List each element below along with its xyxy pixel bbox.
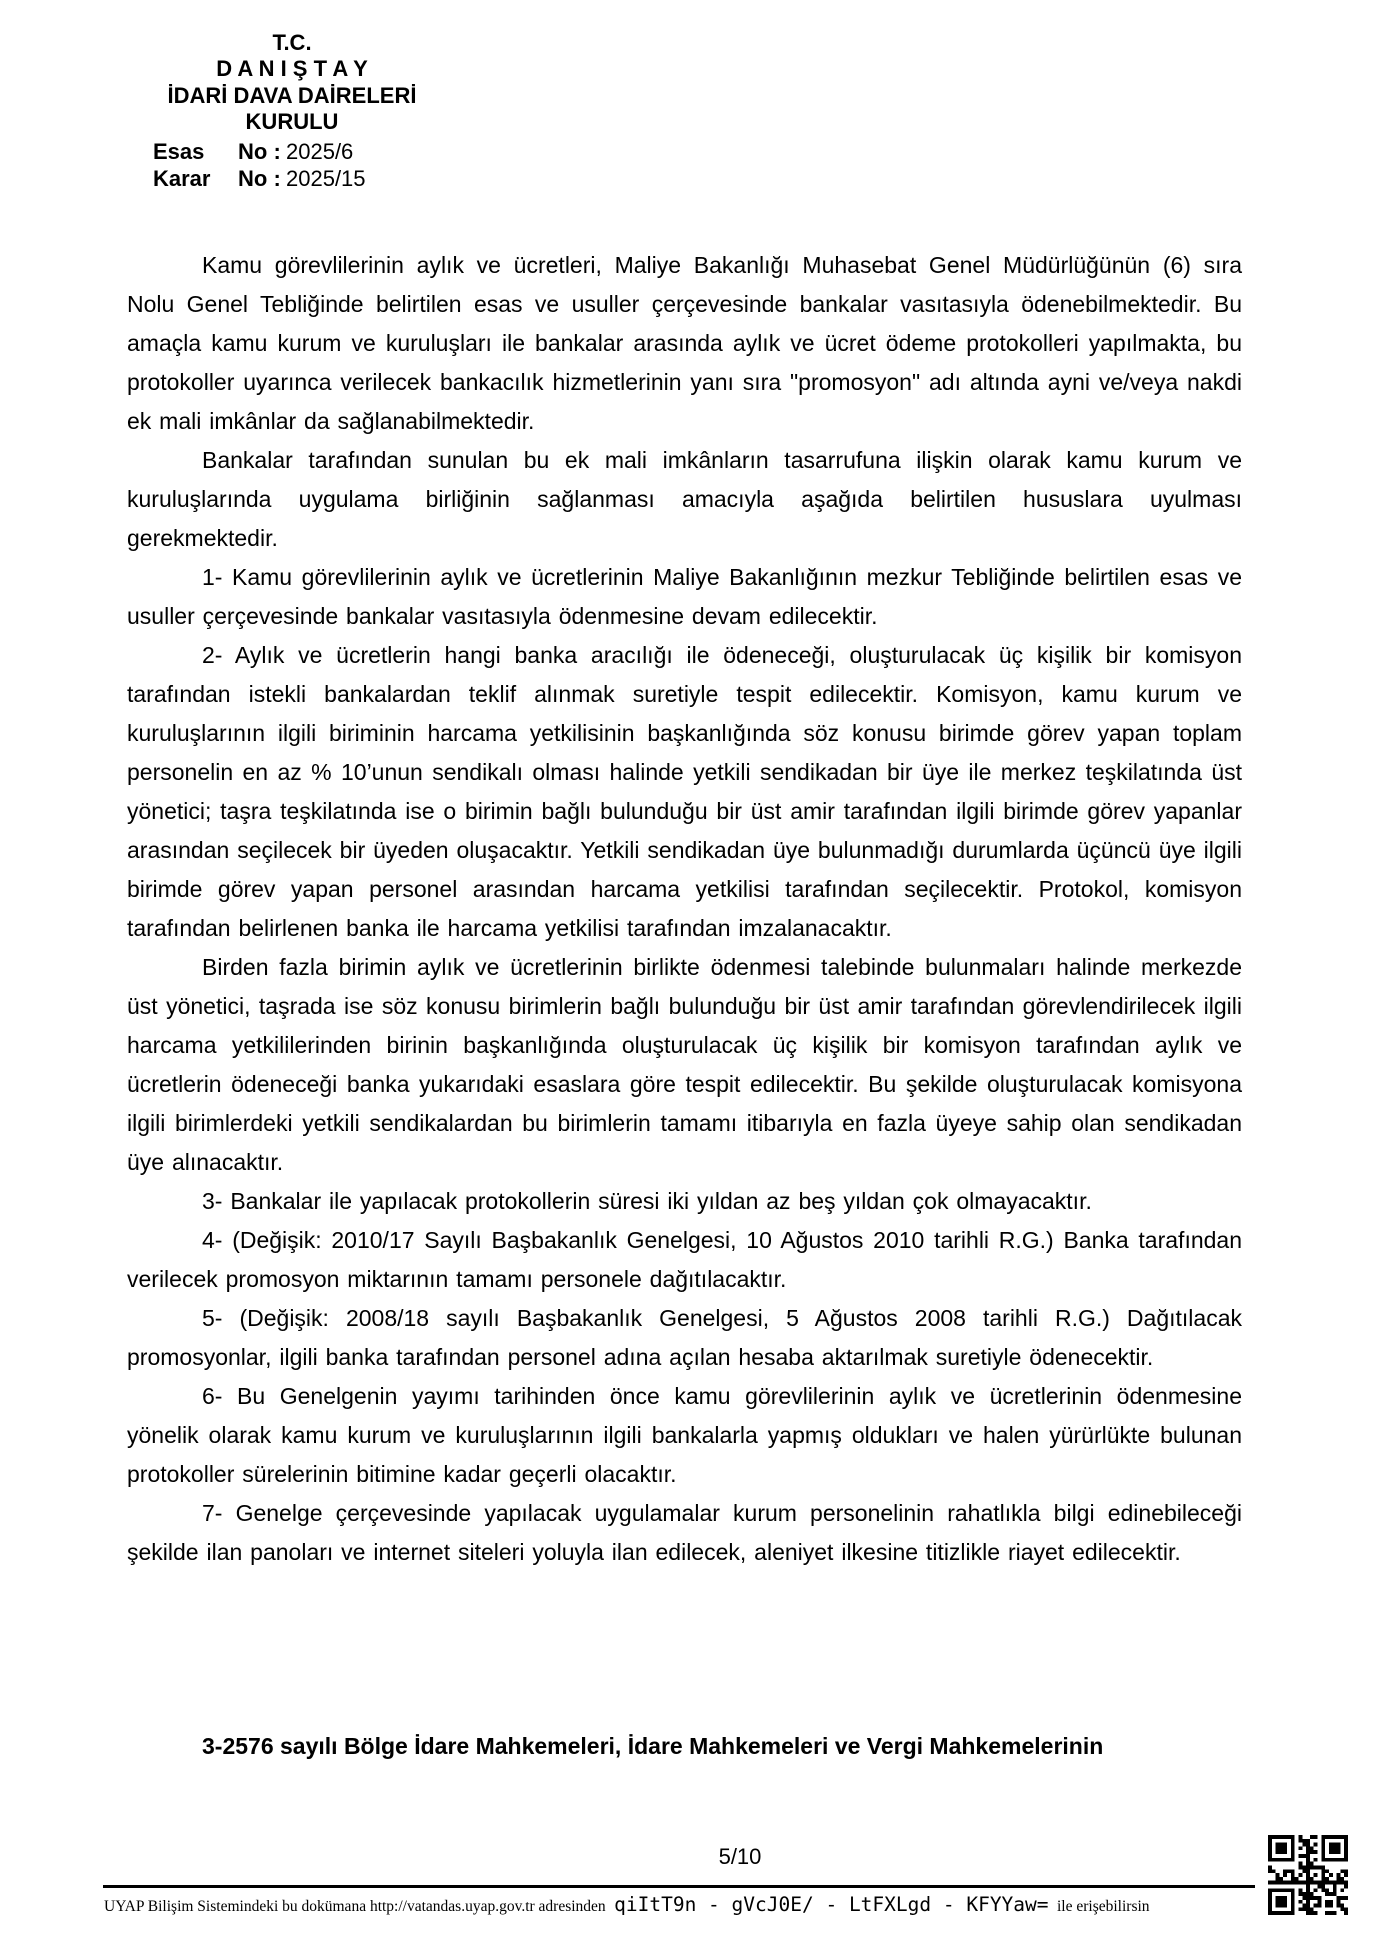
paragraph: 2- Aylık ve ücretlerin hangi banka aracılığı ile ödeneceği, oluşturulacak üç kişilik bir komisyon tarafından istekli bankalardan teklif alınmak suretiyle tespit edilecektir. Komisyon, kamu kurum ve kuruluşlarının ilgili biriminin harcama yetkilisinin başkanlığında söz konusu birimde görev yapan toplam personelin en az % 10’unun sendikalı olması halinde yetkili sendikadan bir üye ile merkez teşkilatında üst yönetici; taşra teşkilatında ise o birimin bağlı bulunduğu bir üst amir tarafından ilgili birimde görev yapanlar arasından seçilecek bir üyeden oluşacaktır. Yetkili sendikadan üye bulunmadığı durumlarda üçüncü üye ilgili birimde görev yapan personel arasından harcama yetkilisi tarafından seçilecektir. Protokol, komisyon tarafından belirlenen banka ile harcama yetkilisi tarafından imzalanacaktır. bbox=[127, 642, 1243, 941]
header-line-tc: T.C. bbox=[272, 30, 312, 55]
paragraph: 5- (Değişik: 2008/18 sayılı Başbakanlık Genelgesi, 5 Ağustos 2008 tarihli R.G.) Dağıtılacak promosyonlar, ilgili banka tarafından personel adına açılan hesaba aktarılmak suretiyle ödenecektir. bbox=[127, 1305, 1242, 1370]
footer-divider bbox=[103, 1885, 1255, 1888]
esas-label: Esas bbox=[153, 139, 205, 164]
paragraph: 6- Bu Genelgenin yayımı tarihinden önce kamu görevlilerinin aylık ve ücretlerinin ödenmesine yönelik olarak kamu kurum ve kuruluşlarının ilgili bankalarla yapmış oldukları ve halen yürürlükte bulunan protokoller sürelerinin bitimine kadar geçerli olacaktır. bbox=[127, 1383, 1242, 1487]
paragraph: 4- (Değişik: 2010/17 Sayılı Başbakanlık Genelgesi, 10 Ağustos 2010 tarihli R.G.) Banka tarafından verilecek promosyon miktarının tamamı personele dağıtılacaktır. bbox=[127, 1227, 1242, 1292]
uyap-suffix-text: ile erişebilirsin bbox=[1056, 1898, 1150, 1915]
esas-value: 2025/6 bbox=[286, 139, 354, 164]
paragraph: Birden fazla birimin aylık ve ücretlerinin birlikte ödenmesi talebinde bulunmaları halinde merkezde üst yönetici, taşrada ise söz konusu birimlerin bağlı bulunduğu bir üst amir tarafından görevlendirilecek ilgili harcama yetkililerinden birinin başkanlığında oluşturulacak üç kişilik bir komisyon tarafından aylık ve ücretlerin ödeneceği banka yukarıdaki esaslara göre tespit edilecektir. Bu şekilde oluşturulacak komisyona ilgili birimlerdeki yetkili sendikalardan bu birimlerin tamamı itibarıyla en fazla üyeye sahip olan sendikadan üye alınacaktır. bbox=[127, 954, 1242, 1175]
esas-row bbox=[153, 138, 366, 165]
decision-body bbox=[127, 246, 1242, 1572]
paragraph: Bankalar tarafından sunulan bu ek mali imkânların tasarrufuna ilişkin olarak kamu kurum ve kuruluşlarında uygulama birliğinin sağlanması amacıyla aşağıda belirtilen hususlara uyulması gerekmektedir. bbox=[127, 447, 1242, 551]
uyap-access-line bbox=[104, 1893, 1274, 1916]
paragraph: 3- Bankalar ile yapılacak protokollerin süresi iki yıldan az beş yıldan çok olmayacaktır. bbox=[202, 1188, 1092, 1214]
header-line-danistay: D A N I Ş T A Y bbox=[216, 56, 368, 82]
court-header bbox=[127, 30, 457, 135]
closing-heading: 3-2576 sayılı Bölge İdare Mahkemeleri, İdare Mahkemeleri ve Vergi Mahkemelerinin bbox=[202, 1733, 1104, 1759]
karar-value: 2025/15 bbox=[286, 166, 366, 191]
case-numbers bbox=[153, 138, 366, 192]
uyap-access-code: qiItT9n - gVcJ0E/ - LtFXLgd - KFYYaw= bbox=[614, 1893, 1049, 1916]
paragraph: 1- Kamu görevlilerinin aylık ve ücretlerinin Maliye Bakanlığının mezkur Tebliğinde belirtilen esas ve usuller çerçevesinde bankalar vasıtasıyla ödenmesine devam edilecektir. bbox=[127, 564, 1242, 629]
karar-label: Karar bbox=[153, 166, 211, 191]
paragraph: 7- Genelge çerçevesinde yapılacak uygulamalar kurum personelinin rahatlıkla bilgi edinebileceği şekilde ilan panoları ve internet siteleri yoluyla ilan edilecek, aleniyet ilkesine titizlikle riayet edilecektir. bbox=[127, 1500, 1242, 1565]
header-line-board: KURULU bbox=[245, 108, 339, 134]
karar-no-label: No : bbox=[238, 166, 281, 191]
paragraph: Kamu görevlilerinin aylık ve ücretleri, Maliye Bakanlığı Muhasebat Genel Müdürlüğünün (6) sıra Nolu Genel Tebliğinde belirtilen esas ve usuller çerçevesinde bankalar vasıtasıyla ödenebilmektedir. Bu amaçla kamu kurum ve kuruluşları ile bankalar arasında aylık ve ücret ödeme protokolleri yapılmakta, bu protokoller uyarınca verilecek bankacılık hizmetlerinin yanı sıra "promosyon" adı altında ayni ve/veya nakdi ek mali imkânlar da sağlanabilmektedir. bbox=[127, 252, 1242, 434]
uyap-prefix-text: UYAP Bilişim Sistemindeki bu dokümana http://vatandas.uyap.gov.tr adresinden bbox=[104, 1898, 606, 1915]
karar-row bbox=[153, 165, 366, 192]
header-line-chamber: İDARİ DAVA DAİRELERİ bbox=[167, 82, 417, 108]
page-number: 5/10 bbox=[718, 1844, 762, 1869]
qr-code-icon bbox=[1268, 1835, 1348, 1915]
esas-no-label: No : bbox=[238, 139, 281, 164]
